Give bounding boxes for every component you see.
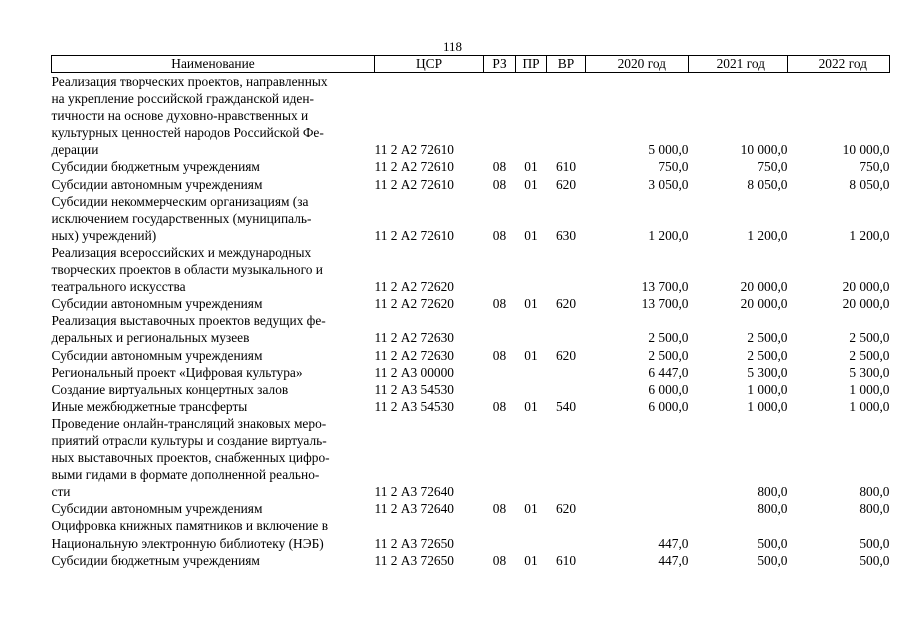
pr-code: 01 [524, 552, 538, 568]
rz-code: 08 [492, 227, 507, 243]
csr-code: 11 2 А2 72610 [374, 227, 454, 243]
amount-2020 [586, 415, 689, 500]
table-row [52, 347, 890, 364]
vr-code [547, 364, 586, 381]
item-name-line: на укрепление российской гражданской иден- [51, 91, 314, 107]
table-row [52, 295, 890, 312]
amount-2022: 5 300,0 [849, 364, 890, 380]
item-name [52, 552, 375, 569]
item-name-line: Проведение онлайн-трансляций знаковых меро- [51, 415, 327, 431]
amount-2022: 800,0 [859, 484, 890, 500]
item-name-line: приятий отрасли культуры и создание виртуаль- [51, 432, 327, 448]
amount-2020: 5 000,0 [648, 142, 689, 158]
amount-2022: 20 000,0 [842, 279, 890, 295]
item-name-line: Реализация творческих проектов, направленных [51, 74, 328, 89]
table-row [52, 176, 890, 193]
csr-code: 11 2 А3 00000 [374, 364, 454, 380]
table-row [52, 517, 890, 551]
pr-code [516, 517, 547, 551]
table-row [52, 552, 890, 569]
amount-2022: 500,0 [859, 552, 890, 568]
header-name: Наименование [52, 56, 375, 73]
amount-2022: 10 000,0 [842, 142, 890, 158]
table-row [52, 312, 890, 346]
csr-code: 11 2 А2 72620 [374, 279, 454, 295]
vr-code [547, 244, 586, 295]
item-name [52, 381, 375, 398]
item-name-line: тичности на основе духовно-нравственных и [51, 108, 309, 124]
amount-2020: 1 200,0 [648, 227, 689, 243]
amount-2021: 20 000,0 [740, 296, 788, 312]
amount-2020: 3 050,0 [648, 176, 689, 192]
item-name [52, 398, 375, 415]
rz-code: 08 [492, 296, 507, 312]
rz-code [484, 364, 516, 381]
table-row [52, 398, 890, 415]
csr-code: 11 2 А2 72610 [374, 159, 454, 175]
amount-2022: 2 500,0 [849, 330, 890, 346]
csr-code: 11 2 А2 72620 [374, 296, 454, 312]
item-name-line: культурных ценностей народов Российской Фе- [51, 125, 324, 141]
csr-code: 11 2 А2 72630 [374, 330, 454, 346]
item-name-line: исключением государственных (муниципаль- [51, 210, 312, 226]
header-pr: ПР [516, 56, 547, 73]
csr-code: 11 2 А3 54530 [374, 398, 454, 414]
item-name [52, 312, 375, 346]
item-name-line: Национальную электронную библиотеку (НЭБ) [51, 535, 324, 551]
table-row [52, 381, 890, 398]
pr-code [516, 73, 547, 159]
amount-2022: 750,0 [859, 159, 890, 175]
pr-code [516, 244, 547, 295]
rz-code [484, 312, 516, 346]
amount-2021: 800,0 [757, 484, 788, 500]
amount-2021: 20 000,0 [740, 279, 788, 295]
page-number: 118 [442, 39, 463, 54]
vr-code: 610 [555, 159, 577, 175]
amount-2022: 500,0 [859, 535, 890, 551]
vr-code: 630 [555, 227, 577, 243]
amount-2021: 5 300,0 [747, 364, 788, 380]
amount-2020: 750,0 [658, 159, 689, 175]
pr-code: 01 [524, 159, 538, 175]
table-body [52, 73, 890, 569]
amount-2021: 500,0 [757, 552, 788, 568]
amount-2020: 6 447,0 [648, 364, 689, 380]
vr-code: 620 [555, 501, 577, 517]
table-row [52, 244, 890, 295]
csr-code: 11 2 А3 54530 [374, 381, 454, 397]
pr-code [516, 312, 547, 346]
csr-code: 11 2 А2 72610 [374, 142, 454, 158]
pr-code: 01 [524, 176, 538, 192]
table-header-row [52, 56, 890, 73]
item-name-line: деральных и региональных музеев [51, 330, 250, 346]
vr-code [547, 517, 586, 551]
amount-2022: 2 500,0 [849, 347, 890, 363]
pr-code: 01 [524, 501, 538, 517]
item-name [52, 176, 375, 193]
pr-code [516, 381, 547, 398]
csr-code: 11 2 А3 72640 [374, 484, 454, 500]
vr-code: 540 [555, 398, 577, 414]
rz-code: 08 [492, 347, 507, 363]
header-2022: 2022 год [788, 56, 890, 73]
vr-code: 620 [555, 296, 577, 312]
item-name [52, 415, 375, 500]
item-name [52, 517, 375, 551]
header-vr: ВР [547, 56, 586, 73]
vr-code [547, 73, 586, 159]
item-name-line: Иные межбюджетные трансферты [51, 398, 248, 414]
pr-code: 01 [524, 296, 538, 312]
item-name-line: Создание виртуальных концертных залов [51, 381, 289, 397]
table-row [52, 364, 890, 381]
item-name-line: творческих проектов в области музыкального и [51, 262, 323, 278]
amount-2022: 1 000,0 [849, 381, 890, 397]
item-name [52, 364, 375, 381]
item-name-line: Оцифровка книжных памятников и включение в [51, 518, 329, 534]
rz-code [484, 381, 516, 398]
item-name-line: сти [51, 484, 71, 500]
amount-2021: 1 000,0 [747, 398, 788, 414]
amount-2022: 1 000,0 [849, 398, 890, 414]
vr-code: 620 [555, 176, 577, 192]
pr-code: 01 [524, 347, 538, 363]
item-name-line: Региональный проект «Цифровая культура» [51, 364, 303, 380]
item-name-line: выми гидами в формате дополненной реально- [51, 467, 320, 483]
item-name-line: театрального искусства [51, 279, 186, 295]
amount-2021: 2 500,0 [747, 347, 788, 363]
amount-2020: 6 000,0 [648, 398, 689, 414]
item-name-line: Субсидии автономным учреждениям [51, 347, 263, 363]
csr-code: 11 2 А2 72630 [374, 347, 454, 363]
item-name-line: Реализация всероссийских и международных [51, 244, 312, 260]
rz-code [484, 73, 516, 159]
rz-code: 08 [492, 159, 507, 175]
item-name-line: Реализация выставочных проектов ведущих фе- [51, 313, 326, 329]
item-name [52, 244, 375, 295]
item-name-line: Субсидии автономным учреждениям [51, 296, 263, 312]
vr-code: 610 [555, 552, 577, 568]
amount-2020: 13 700,0 [641, 296, 689, 312]
amount-2021: 8 050,0 [747, 176, 788, 192]
item-name-line: ных выставочных проектов, снабженных цифро- [51, 450, 330, 466]
table-row [52, 158, 890, 175]
amount-2022: 8 050,0 [849, 176, 890, 192]
pr-code: 01 [524, 227, 538, 243]
amount-2022: 1 200,0 [849, 227, 890, 243]
table-row [52, 193, 890, 244]
pr-code [516, 415, 547, 500]
rz-code: 08 [492, 176, 507, 192]
vr-code [547, 312, 586, 346]
header-2021: 2021 год [689, 56, 788, 73]
rz-code [484, 244, 516, 295]
item-name-line: ных) учреждений) [51, 227, 157, 243]
pr-code: 01 [524, 398, 538, 414]
amount-2021: 800,0 [757, 501, 788, 517]
item-name-line: дерации [51, 142, 99, 158]
vr-code: 620 [555, 347, 577, 363]
pr-code [516, 364, 547, 381]
amount-2020: 2 500,0 [648, 347, 689, 363]
item-name [52, 500, 375, 517]
item-name [52, 347, 375, 364]
item-name [52, 295, 375, 312]
amount-2020: 6 000,0 [648, 381, 689, 397]
amount-2022: 800,0 [859, 501, 890, 517]
budget-table [51, 55, 890, 569]
csr-code: 11 2 А3 72640 [374, 501, 454, 517]
amount-2021: 10 000,0 [740, 142, 788, 158]
header-2020: 2020 год [586, 56, 689, 73]
amount-2021: 2 500,0 [747, 330, 788, 346]
rz-code [484, 517, 516, 551]
rz-code [484, 415, 516, 500]
amount-2021: 750,0 [757, 159, 788, 175]
amount-2020: 447,0 [658, 552, 689, 568]
item-name [52, 193, 375, 244]
csr-code: 11 2 А3 72650 [374, 535, 454, 551]
csr-code: 11 2 А2 72610 [374, 176, 454, 192]
rz-code: 08 [492, 552, 507, 568]
rz-code: 08 [492, 398, 507, 414]
amount-2020: 2 500,0 [648, 330, 689, 346]
header-rz: РЗ [484, 56, 516, 73]
item-name [52, 158, 375, 175]
item-name-line: Субсидии бюджетным учреждениям [51, 159, 260, 175]
item-name [52, 73, 375, 159]
item-name-line: Субсидии автономным учреждениям [51, 176, 263, 192]
rz-code: 08 [492, 501, 507, 517]
amount-2021: 500,0 [757, 535, 788, 551]
item-name-line: Субсидии бюджетным учреждениям [51, 552, 260, 568]
vr-code [547, 415, 586, 500]
amount-2020: 13 700,0 [641, 279, 689, 295]
vr-code [547, 381, 586, 398]
item-name-line: Субсидии автономным учреждениям [51, 501, 263, 517]
amount-2021: 1 000,0 [747, 381, 788, 397]
amount-2021: 1 200,0 [747, 227, 788, 243]
table-row [52, 415, 890, 500]
table-row [52, 73, 890, 159]
csr-code: 11 2 А3 72650 [374, 552, 454, 568]
table-row [52, 500, 890, 517]
amount-2020: 447,0 [658, 535, 689, 551]
header-csr: ЦСР [375, 56, 484, 73]
item-name-line: Субсидии некоммерческим организациям (за [51, 193, 309, 209]
amount-2022: 20 000,0 [842, 296, 890, 312]
amount-2020 [586, 500, 689, 517]
